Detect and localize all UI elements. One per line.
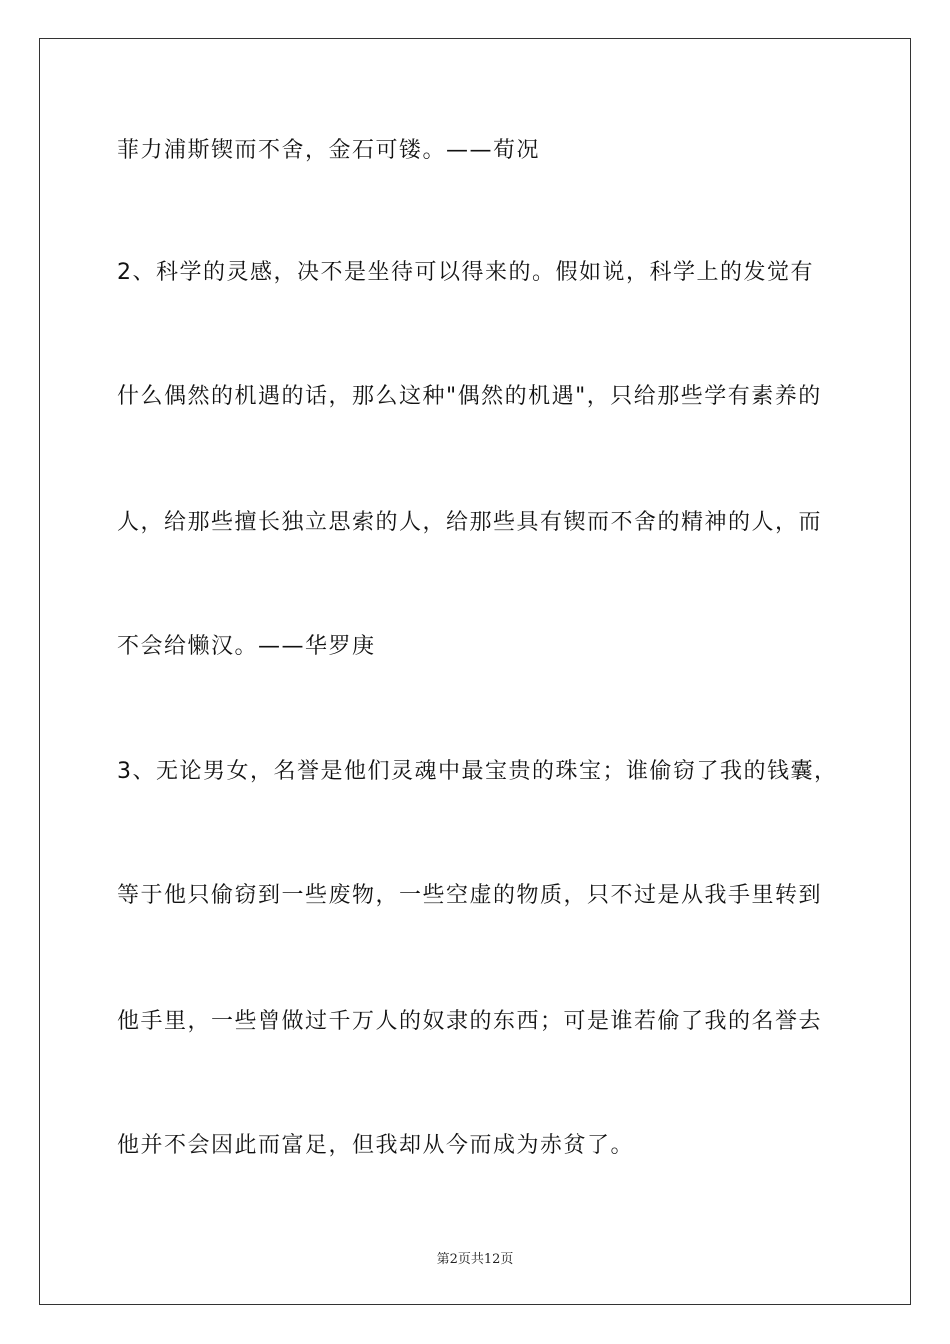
text-line-2: 2、科学的灵感，决不是坐待可以得来的。假如说，科学上的发觉有 bbox=[117, 260, 814, 285]
text-line-8: 他手里，一些曾做过千万人的奴隶的东西；可是谁若偷了我的名誉去 bbox=[117, 1009, 823, 1034]
text-line-6: 3、无论男女，名誉是他们灵魂中最宝贵的珠宝；谁偷窃了我的钱囊， bbox=[117, 759, 838, 784]
page-number: 第2页 bbox=[436, 1252, 471, 1267]
text-line-1: 菲力浦斯锲而不舍，金石可镂。——荀况 bbox=[117, 138, 541, 163]
text-line-3: 什么偶然的机遇的话，那么这种"偶然的机遇"，只给那些学有素养的 bbox=[117, 384, 822, 409]
text-line-4: 人，给那些擅长独立思索的人，给那些具有锲而不舍的精神的人，而 bbox=[117, 510, 823, 535]
page-border bbox=[39, 38, 911, 1305]
page-total: 共12页 bbox=[470, 1252, 514, 1267]
text-line-5: 不会给懒汉。——华罗庚 bbox=[117, 634, 376, 659]
text-line-7: 等于他只偷窃到一些废物，一些空虚的物质，只不过是从我手里转到 bbox=[117, 883, 823, 908]
page-footer bbox=[0, 1248, 950, 1267]
text-line-9: 他并不会因此而富足，但我却从今而成为赤贫了。 bbox=[117, 1133, 635, 1158]
